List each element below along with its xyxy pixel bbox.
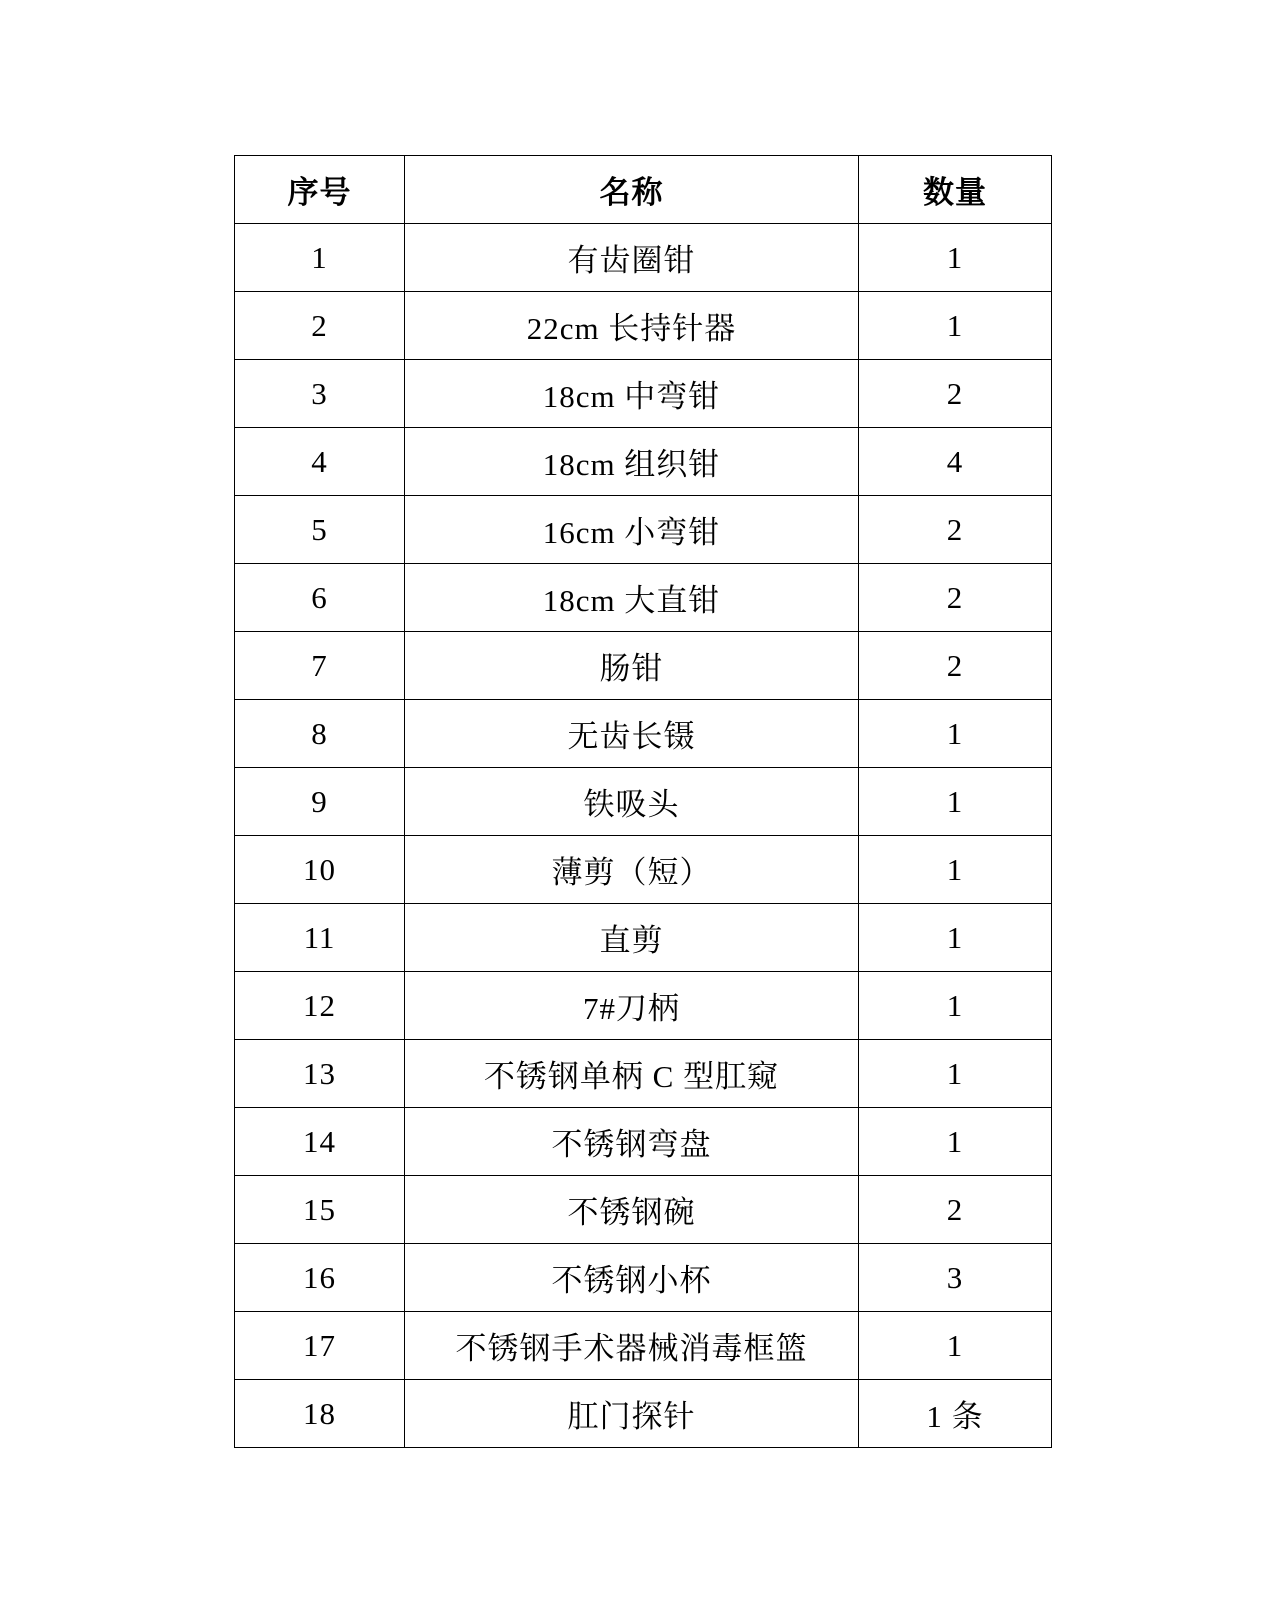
cell-name: 16cm 小弯钳 xyxy=(405,496,859,564)
cell-serial-number: 13 xyxy=(235,1040,405,1108)
cell-name: 18cm 组织钳 xyxy=(405,428,859,496)
cell-name: 不锈钢弯盘 xyxy=(405,1108,859,1176)
cell-serial-number: 16 xyxy=(235,1244,405,1312)
cell-serial-number: 18 xyxy=(235,1380,405,1448)
cell-serial-number: 5 xyxy=(235,496,405,564)
cell-serial-number: 12 xyxy=(235,972,405,1040)
cell-serial-number: 11 xyxy=(235,904,405,972)
cell-quantity: 1 xyxy=(859,1040,1052,1108)
header-name: 名称 xyxy=(405,156,859,224)
header-quantity: 数量 xyxy=(859,156,1052,224)
cell-serial-number: 9 xyxy=(235,768,405,836)
cell-serial-number: 10 xyxy=(235,836,405,904)
cell-quantity: 2 xyxy=(859,564,1052,632)
table-row xyxy=(235,1176,1052,1244)
cell-name: 无齿长镊 xyxy=(405,700,859,768)
cell-quantity: 1 条 xyxy=(859,1380,1052,1448)
table-row xyxy=(235,700,1052,768)
cell-quantity: 1 xyxy=(859,1312,1052,1380)
cell-name: 薄剪（短） xyxy=(405,836,859,904)
cell-serial-number: 7 xyxy=(235,632,405,700)
table-row xyxy=(235,360,1052,428)
table-row xyxy=(235,292,1052,360)
cell-quantity: 2 xyxy=(859,360,1052,428)
cell-quantity: 1 xyxy=(859,700,1052,768)
table-row xyxy=(235,1380,1052,1448)
cell-serial-number: 15 xyxy=(235,1176,405,1244)
table-row xyxy=(235,1108,1052,1176)
table-row xyxy=(235,428,1052,496)
cell-quantity: 1 xyxy=(859,1108,1052,1176)
table-row xyxy=(235,224,1052,292)
cell-quantity: 1 xyxy=(859,904,1052,972)
cell-name: 不锈钢碗 xyxy=(405,1176,859,1244)
table-row xyxy=(235,496,1052,564)
cell-serial-number: 3 xyxy=(235,360,405,428)
cell-name: 不锈钢手术器械消毒框篮 xyxy=(405,1312,859,1380)
table-row xyxy=(235,1312,1052,1380)
instrument-table-container xyxy=(234,155,1051,1448)
table-row xyxy=(235,972,1052,1040)
instrument-table xyxy=(234,155,1052,1448)
cell-name: 22cm 长持针器 xyxy=(405,292,859,360)
cell-name: 有齿圈钳 xyxy=(405,224,859,292)
cell-name: 肛门探针 xyxy=(405,1380,859,1448)
table-row xyxy=(235,1244,1052,1312)
cell-serial-number: 17 xyxy=(235,1312,405,1380)
cell-serial-number: 6 xyxy=(235,564,405,632)
cell-name: 7#刀柄 xyxy=(405,972,859,1040)
cell-quantity: 3 xyxy=(859,1244,1052,1312)
cell-serial-number: 1 xyxy=(235,224,405,292)
cell-serial-number: 4 xyxy=(235,428,405,496)
table-row xyxy=(235,768,1052,836)
table-row xyxy=(235,632,1052,700)
cell-serial-number: 8 xyxy=(235,700,405,768)
cell-quantity: 2 xyxy=(859,632,1052,700)
cell-name: 直剪 xyxy=(405,904,859,972)
cell-name: 铁吸头 xyxy=(405,768,859,836)
cell-quantity: 2 xyxy=(859,496,1052,564)
cell-quantity: 1 xyxy=(859,224,1052,292)
cell-serial-number: 2 xyxy=(235,292,405,360)
table-row xyxy=(235,904,1052,972)
cell-quantity: 4 xyxy=(859,428,1052,496)
cell-quantity: 1 xyxy=(859,768,1052,836)
cell-quantity: 1 xyxy=(859,292,1052,360)
table-header-row xyxy=(235,156,1052,224)
cell-name: 18cm 大直钳 xyxy=(405,564,859,632)
cell-serial-number: 14 xyxy=(235,1108,405,1176)
cell-name: 不锈钢单柄 C 型肛窥 xyxy=(405,1040,859,1108)
cell-name: 不锈钢小杯 xyxy=(405,1244,859,1312)
table-row xyxy=(235,836,1052,904)
table-row xyxy=(235,1040,1052,1108)
cell-quantity: 2 xyxy=(859,1176,1052,1244)
cell-quantity: 1 xyxy=(859,972,1052,1040)
header-serial-number: 序号 xyxy=(235,156,405,224)
cell-quantity: 1 xyxy=(859,836,1052,904)
table-body xyxy=(235,224,1052,1448)
cell-name: 18cm 中弯钳 xyxy=(405,360,859,428)
table-row xyxy=(235,564,1052,632)
cell-name: 肠钳 xyxy=(405,632,859,700)
